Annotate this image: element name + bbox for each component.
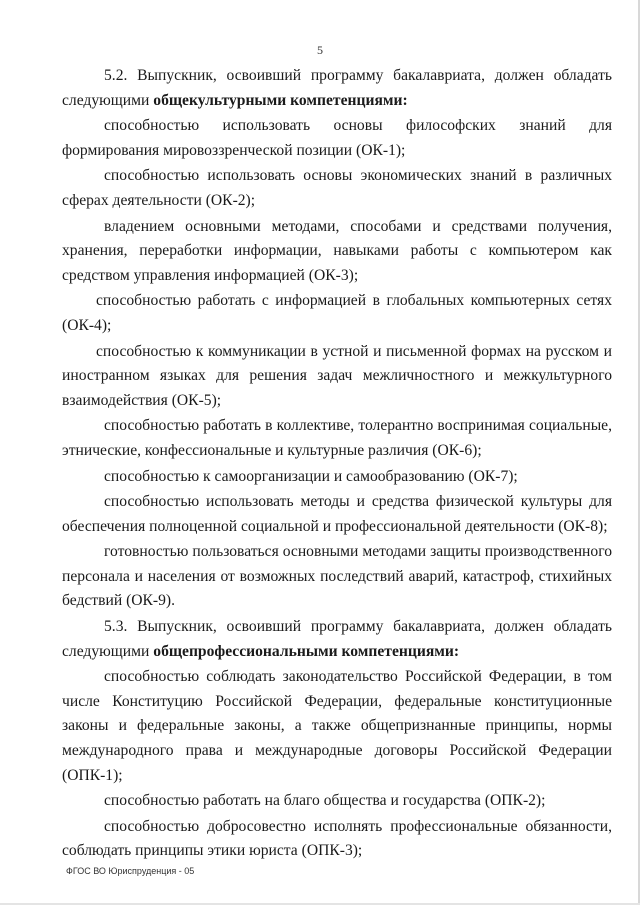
paragraph-opk-2 (62, 789, 612, 814)
paragraph-text: способностью работать с информацией в глобальных компьютерных сетях (ОК-4); (62, 292, 612, 334)
paragraph-text: способностью соблюдать законодательство Российской Федерации, в том числе Конституцию Российской Федерации, федеральные конституционные законы и федеральные законы, а также общепризнанные принципы, нормы международного права и международные договоры Российской Федерации (ОПК-1); (62, 668, 612, 784)
paragraph-opk-3 (62, 815, 612, 864)
paragraph-ok-6 (62, 414, 612, 463)
paragraph-text: владением основными методами, способами и средствами получения, хранения, переработки информации, навыками работы с компьютером как средством управления информацией (ОК-3); (62, 217, 612, 284)
paragraph-text: способностью добросовестно исполнять профессиональные обязанности, соблюдать принципы этики юриста (ОПК-3); (62, 817, 612, 860)
paragraph-text: готовностью пользоваться основными методами защиты производственного персонала и населения от возможных последствий аварий, катастроф, стихийных бедствий (ОК-9). (62, 543, 612, 610)
page-footer: ФГОС ВО Юриспруденция - 05 (66, 866, 195, 876)
page-number: 5 (317, 43, 323, 57)
paragraph-ok-4 (62, 289, 612, 338)
paragraph-ok-2 (62, 164, 612, 213)
paragraph-ok-5 (62, 340, 612, 414)
document-body (62, 64, 612, 864)
paragraph-text: 5.3. Выпускник, освоивший программу бакалавриата, должен обладать следующими (62, 618, 612, 660)
paragraph-text: способностью к коммуникации в устной и письменной формах на русском и иностранном языках для решения задач межличностного и межкультурного взаимодействия (ОК-5); (62, 342, 612, 409)
paragraph-ok-3 (62, 215, 612, 289)
paragraph-ok-9 (62, 540, 612, 614)
bold-heading-professional-competences: общепрофессиональными компетенциями: (153, 642, 460, 660)
paragraph-5-3 (62, 615, 612, 664)
paragraph-text: способностью работать в коллективе, толерантно воспринимая социальные, этнические, конфессиональные и культурные различия (ОК-6); (62, 417, 612, 459)
paragraph-5-2 (62, 64, 612, 113)
paragraph-text: способностью использовать основы экономических знаний в различных сферах деятельности (ОК-2); (62, 167, 612, 209)
paragraph-ok-8 (62, 490, 612, 539)
paragraph-text: способностью к самоорганизации и самообразованию (ОК-7); (104, 467, 518, 485)
paragraph-text: способностью использовать основы философских знаний для формирования мировоззренческой позиции (ОК-1); (62, 117, 612, 159)
bold-heading-general-competences: общекультурными компетенциями: (153, 91, 408, 109)
paragraph-text: способностью использовать методы и средства физической культуры для обеспечения полноценной социальной и профессиональной деятельности (ОК-8); (62, 493, 612, 535)
paragraph-ok-7 (62, 465, 612, 490)
paragraph-opk-1 (62, 665, 612, 788)
paragraph-ok-1 (62, 114, 612, 163)
paragraph-text: способностью работать на благо общества и государства (ОПК-2); (104, 792, 546, 810)
paragraph-text: 5.2. Выпускник, освоивший программу бакалавриата, должен обладать следующими (62, 67, 612, 109)
